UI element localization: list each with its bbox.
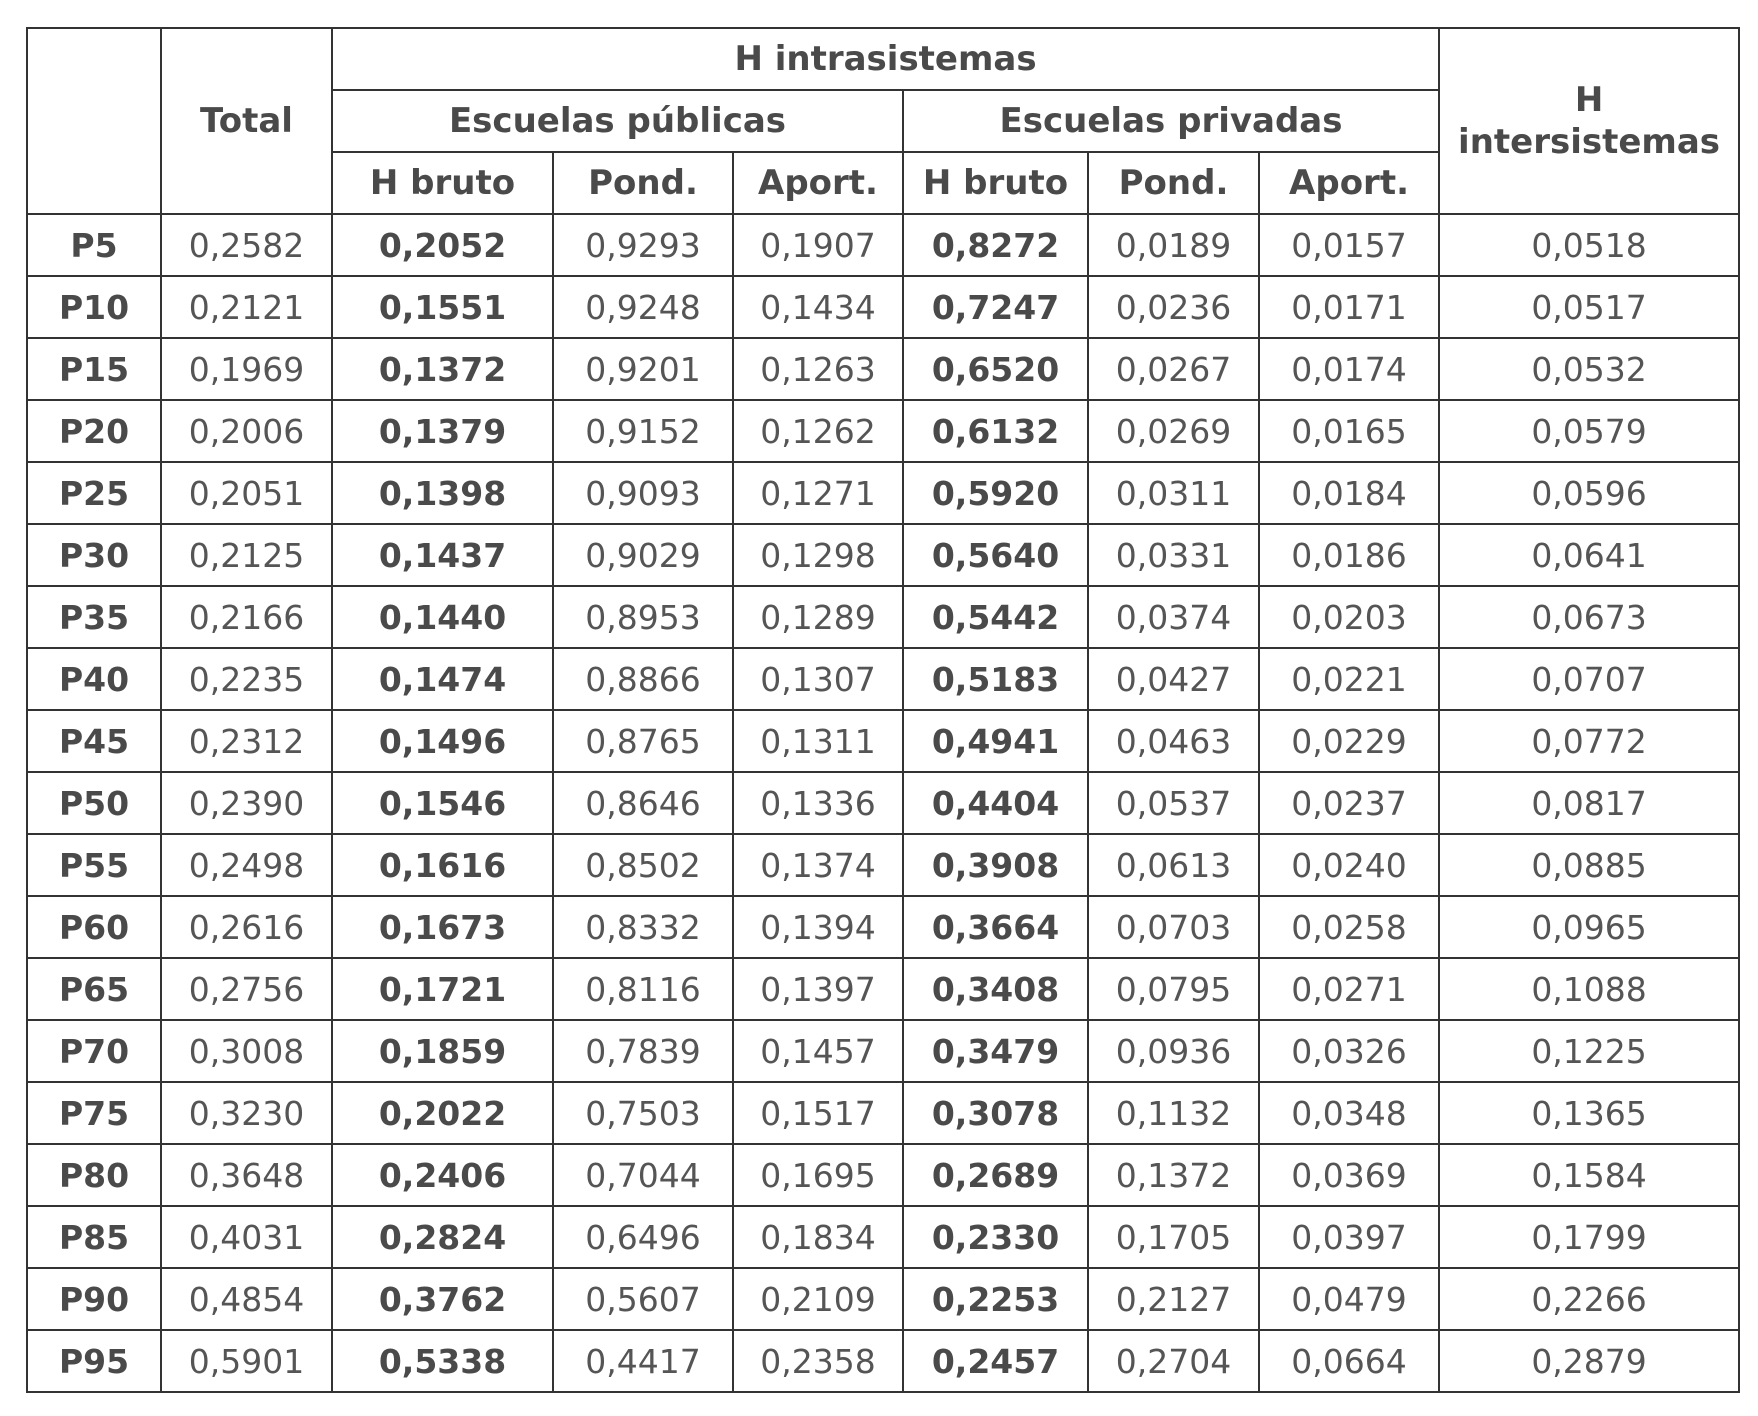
row-label: P50 — [27, 772, 161, 834]
header-row-1 — [27, 28, 1739, 90]
cell-pub-aport: 0,1289 — [733, 586, 903, 648]
cell-priv-pond: 0,0269 — [1088, 400, 1259, 462]
cell-pub-pond: 0,9293 — [553, 214, 733, 276]
cell-inter: 0,0772 — [1439, 710, 1739, 772]
cell-priv-aport: 0,0258 — [1259, 896, 1439, 958]
cell-pub-aport: 0,1394 — [733, 896, 903, 958]
header-h-intrasistemas: H intrasistemas — [332, 28, 1439, 90]
cell-pub-h-bruto: 0,1721 — [332, 958, 553, 1020]
cell-pub-aport: 0,1263 — [733, 338, 903, 400]
table-row — [27, 648, 1739, 710]
cell-total: 0,5901 — [161, 1330, 332, 1392]
cell-pub-pond: 0,4417 — [553, 1330, 733, 1392]
cell-priv-pond: 0,2127 — [1088, 1268, 1259, 1330]
cell-priv-aport: 0,0664 — [1259, 1330, 1439, 1392]
cell-total: 0,2235 — [161, 648, 332, 710]
cell-priv-aport: 0,0326 — [1259, 1020, 1439, 1082]
cell-priv-aport: 0,0237 — [1259, 772, 1439, 834]
cell-total: 0,3008 — [161, 1020, 332, 1082]
header-corner — [27, 28, 161, 214]
cell-pub-pond: 0,8953 — [553, 586, 733, 648]
cell-inter: 0,0596 — [1439, 462, 1739, 524]
cell-inter: 0,0579 — [1439, 400, 1739, 462]
cell-priv-pond: 0,0703 — [1088, 896, 1259, 958]
cell-priv-h-bruto: 0,6520 — [903, 338, 1088, 400]
cell-pub-h-bruto: 0,5338 — [332, 1330, 553, 1392]
cell-total: 0,1969 — [161, 338, 332, 400]
row-label: P30 — [27, 524, 161, 586]
cell-pub-aport: 0,1907 — [733, 214, 903, 276]
cell-priv-h-bruto: 0,3664 — [903, 896, 1088, 958]
table-row — [27, 462, 1739, 524]
table-row — [27, 834, 1739, 896]
cell-pub-h-bruto: 0,1372 — [332, 338, 553, 400]
cell-pub-h-bruto: 0,1379 — [332, 400, 553, 462]
cell-inter: 0,1088 — [1439, 958, 1739, 1020]
cell-total: 0,2051 — [161, 462, 332, 524]
cell-inter: 0,0885 — [1439, 834, 1739, 896]
cell-priv-aport: 0,0369 — [1259, 1144, 1439, 1206]
cell-inter: 0,1799 — [1439, 1206, 1739, 1268]
cell-pub-aport: 0,1517 — [733, 1082, 903, 1144]
cell-inter: 0,0517 — [1439, 276, 1739, 338]
row-label: P40 — [27, 648, 161, 710]
cell-pub-aport: 0,2358 — [733, 1330, 903, 1392]
row-label: P85 — [27, 1206, 161, 1268]
cell-pub-h-bruto: 0,2824 — [332, 1206, 553, 1268]
cell-pub-aport: 0,1271 — [733, 462, 903, 524]
cell-priv-h-bruto: 0,2330 — [903, 1206, 1088, 1268]
cell-pub-aport: 0,1834 — [733, 1206, 903, 1268]
cell-total: 0,2006 — [161, 400, 332, 462]
cell-total: 0,3648 — [161, 1144, 332, 1206]
cell-pub-h-bruto: 0,2022 — [332, 1082, 553, 1144]
row-label: P80 — [27, 1144, 161, 1206]
table-row — [27, 400, 1739, 462]
cell-total: 0,2166 — [161, 586, 332, 648]
cell-priv-pond: 0,0795 — [1088, 958, 1259, 1020]
cell-priv-aport: 0,0157 — [1259, 214, 1439, 276]
cell-inter: 0,1584 — [1439, 1144, 1739, 1206]
cell-pub-aport: 0,1457 — [733, 1020, 903, 1082]
cell-priv-aport: 0,0165 — [1259, 400, 1439, 462]
row-label: P5 — [27, 214, 161, 276]
table-row — [27, 1268, 1739, 1330]
cell-inter: 0,0518 — [1439, 214, 1739, 276]
cell-pub-h-bruto: 0,3762 — [332, 1268, 553, 1330]
cell-inter: 0,1365 — [1439, 1082, 1739, 1144]
cell-pub-h-bruto: 0,1616 — [332, 834, 553, 896]
cell-pub-pond: 0,9152 — [553, 400, 733, 462]
cell-priv-pond: 0,0267 — [1088, 338, 1259, 400]
cell-priv-aport: 0,0240 — [1259, 834, 1439, 896]
cell-pub-h-bruto: 0,1437 — [332, 524, 553, 586]
cell-priv-h-bruto: 0,3078 — [903, 1082, 1088, 1144]
row-label: P15 — [27, 338, 161, 400]
cell-pub-h-bruto: 0,1398 — [332, 462, 553, 524]
cell-priv-pond: 0,1372 — [1088, 1144, 1259, 1206]
header-priv-pond: Pond. — [1088, 152, 1259, 214]
cell-inter: 0,0641 — [1439, 524, 1739, 586]
header-pub-h-bruto: H bruto — [332, 152, 553, 214]
cell-priv-h-bruto: 0,2689 — [903, 1144, 1088, 1206]
cell-priv-aport: 0,0221 — [1259, 648, 1439, 710]
header-pub-aport: Aport. — [733, 152, 903, 214]
table-row — [27, 586, 1739, 648]
cell-pub-aport: 0,1311 — [733, 710, 903, 772]
cell-pub-pond: 0,7839 — [553, 1020, 733, 1082]
cell-pub-h-bruto: 0,1673 — [332, 896, 553, 958]
cell-priv-aport: 0,0479 — [1259, 1268, 1439, 1330]
row-label: P90 — [27, 1268, 161, 1330]
cell-priv-h-bruto: 0,2253 — [903, 1268, 1088, 1330]
cell-inter: 0,0817 — [1439, 772, 1739, 834]
row-label: P35 — [27, 586, 161, 648]
table-header — [27, 28, 1739, 214]
table-row — [27, 214, 1739, 276]
cell-inter: 0,1225 — [1439, 1020, 1739, 1082]
cell-total: 0,2312 — [161, 710, 332, 772]
cell-priv-aport: 0,0229 — [1259, 710, 1439, 772]
cell-pub-pond: 0,9201 — [553, 338, 733, 400]
cell-inter: 0,2266 — [1439, 1268, 1739, 1330]
cell-pub-h-bruto: 0,2052 — [332, 214, 553, 276]
cell-inter: 0,0707 — [1439, 648, 1739, 710]
row-label: P55 — [27, 834, 161, 896]
cell-priv-pond: 0,0331 — [1088, 524, 1259, 586]
table-row — [27, 958, 1739, 1020]
cell-priv-pond: 0,0236 — [1088, 276, 1259, 338]
cell-priv-pond: 0,0613 — [1088, 834, 1259, 896]
cell-total: 0,2756 — [161, 958, 332, 1020]
cell-pub-h-bruto: 0,1474 — [332, 648, 553, 710]
table-row — [27, 1082, 1739, 1144]
table-row — [27, 1144, 1739, 1206]
cell-pub-pond: 0,8866 — [553, 648, 733, 710]
cell-priv-h-bruto: 0,5920 — [903, 462, 1088, 524]
cell-pub-h-bruto: 0,1496 — [332, 710, 553, 772]
cell-total: 0,3230 — [161, 1082, 332, 1144]
cell-pub-h-bruto: 0,1551 — [332, 276, 553, 338]
row-label: P75 — [27, 1082, 161, 1144]
row-label: P45 — [27, 710, 161, 772]
cell-priv-h-bruto: 0,4404 — [903, 772, 1088, 834]
cell-priv-aport: 0,0186 — [1259, 524, 1439, 586]
cell-pub-aport: 0,2109 — [733, 1268, 903, 1330]
row-label: P25 — [27, 462, 161, 524]
cell-priv-pond: 0,0463 — [1088, 710, 1259, 772]
cell-priv-pond: 0,2704 — [1088, 1330, 1259, 1392]
cell-pub-pond: 0,7044 — [553, 1144, 733, 1206]
cell-pub-aport: 0,1336 — [733, 772, 903, 834]
cell-pub-pond: 0,8116 — [553, 958, 733, 1020]
cell-pub-aport: 0,1695 — [733, 1144, 903, 1206]
table-row — [27, 338, 1739, 400]
cell-priv-h-bruto: 0,5640 — [903, 524, 1088, 586]
cell-priv-pond: 0,0189 — [1088, 214, 1259, 276]
cell-pub-h-bruto: 0,2406 — [332, 1144, 553, 1206]
cell-pub-pond: 0,9093 — [553, 462, 733, 524]
cell-total: 0,2121 — [161, 276, 332, 338]
cell-priv-h-bruto: 0,8272 — [903, 214, 1088, 276]
row-label: P10 — [27, 276, 161, 338]
row-label: P95 — [27, 1330, 161, 1392]
cell-pub-pond: 0,8765 — [553, 710, 733, 772]
cell-priv-h-bruto: 0,4941 — [903, 710, 1088, 772]
table-row — [27, 710, 1739, 772]
cell-inter: 0,0532 — [1439, 338, 1739, 400]
cell-priv-pond: 0,0374 — [1088, 586, 1259, 648]
cell-priv-h-bruto: 0,3908 — [903, 834, 1088, 896]
cell-total: 0,4031 — [161, 1206, 332, 1268]
header-priv-aport: Aport. — [1259, 152, 1439, 214]
cell-priv-aport: 0,0171 — [1259, 276, 1439, 338]
cell-total: 0,4854 — [161, 1268, 332, 1330]
cell-pub-pond: 0,8332 — [553, 896, 733, 958]
cell-priv-aport: 0,0203 — [1259, 586, 1439, 648]
cell-pub-pond: 0,9248 — [553, 276, 733, 338]
table-row — [27, 1020, 1739, 1082]
cell-pub-h-bruto: 0,1546 — [332, 772, 553, 834]
cell-pub-aport: 0,1434 — [733, 276, 903, 338]
cell-priv-aport: 0,0348 — [1259, 1082, 1439, 1144]
cell-priv-pond: 0,1705 — [1088, 1206, 1259, 1268]
cell-priv-aport: 0,0174 — [1259, 338, 1439, 400]
row-label: P20 — [27, 400, 161, 462]
cell-priv-h-bruto: 0,5183 — [903, 648, 1088, 710]
cell-inter: 0,0965 — [1439, 896, 1739, 958]
cell-pub-aport: 0,1298 — [733, 524, 903, 586]
cell-priv-aport: 0,0271 — [1259, 958, 1439, 1020]
cell-priv-h-bruto: 0,6132 — [903, 400, 1088, 462]
cell-pub-pond: 0,7503 — [553, 1082, 733, 1144]
cell-pub-aport: 0,1307 — [733, 648, 903, 710]
cell-pub-pond: 0,9029 — [553, 524, 733, 586]
cell-priv-aport: 0,0184 — [1259, 462, 1439, 524]
cell-priv-pond: 0,0311 — [1088, 462, 1259, 524]
segregation-table — [26, 27, 1740, 1393]
table-row — [27, 276, 1739, 338]
table-body — [27, 214, 1739, 1392]
table-row — [27, 1206, 1739, 1268]
cell-priv-pond: 0,0936 — [1088, 1020, 1259, 1082]
header-total: Total — [161, 28, 332, 214]
cell-total: 0,2125 — [161, 524, 332, 586]
cell-pub-aport: 0,1374 — [733, 834, 903, 896]
cell-total: 0,2390 — [161, 772, 332, 834]
table-row — [27, 772, 1739, 834]
header-escuelas-publicas: Escuelas públicas — [332, 90, 903, 152]
cell-pub-h-bruto: 0,1440 — [332, 586, 553, 648]
cell-pub-pond: 0,5607 — [553, 1268, 733, 1330]
cell-pub-pond: 0,8502 — [553, 834, 733, 896]
cell-total: 0,2498 — [161, 834, 332, 896]
cell-pub-aport: 0,1397 — [733, 958, 903, 1020]
cell-total: 0,2582 — [161, 214, 332, 276]
cell-priv-pond: 0,1132 — [1088, 1082, 1259, 1144]
cell-priv-aport: 0,0397 — [1259, 1206, 1439, 1268]
cell-priv-h-bruto: 0,3408 — [903, 958, 1088, 1020]
cell-priv-h-bruto: 0,2457 — [903, 1330, 1088, 1392]
row-label: P65 — [27, 958, 161, 1020]
header-priv-h-bruto: H bruto — [903, 152, 1088, 214]
table-row — [27, 1330, 1739, 1392]
cell-priv-pond: 0,0427 — [1088, 648, 1259, 710]
cell-total: 0,2616 — [161, 896, 332, 958]
table-row — [27, 524, 1739, 586]
cell-inter: 0,2879 — [1439, 1330, 1739, 1392]
row-label: P60 — [27, 896, 161, 958]
cell-pub-h-bruto: 0,1859 — [332, 1020, 553, 1082]
cell-pub-pond: 0,8646 — [553, 772, 733, 834]
cell-pub-pond: 0,6496 — [553, 1206, 733, 1268]
table-row — [27, 896, 1739, 958]
header-h-intersistemas: H intersistemas — [1439, 28, 1739, 214]
header-pub-pond: Pond. — [553, 152, 733, 214]
cell-pub-aport: 0,1262 — [733, 400, 903, 462]
cell-priv-h-bruto: 0,3479 — [903, 1020, 1088, 1082]
cell-priv-pond: 0,0537 — [1088, 772, 1259, 834]
cell-inter: 0,0673 — [1439, 586, 1739, 648]
cell-priv-h-bruto: 0,5442 — [903, 586, 1088, 648]
cell-priv-h-bruto: 0,7247 — [903, 276, 1088, 338]
header-escuelas-privadas: Escuelas privadas — [903, 90, 1439, 152]
row-label: P70 — [27, 1020, 161, 1082]
